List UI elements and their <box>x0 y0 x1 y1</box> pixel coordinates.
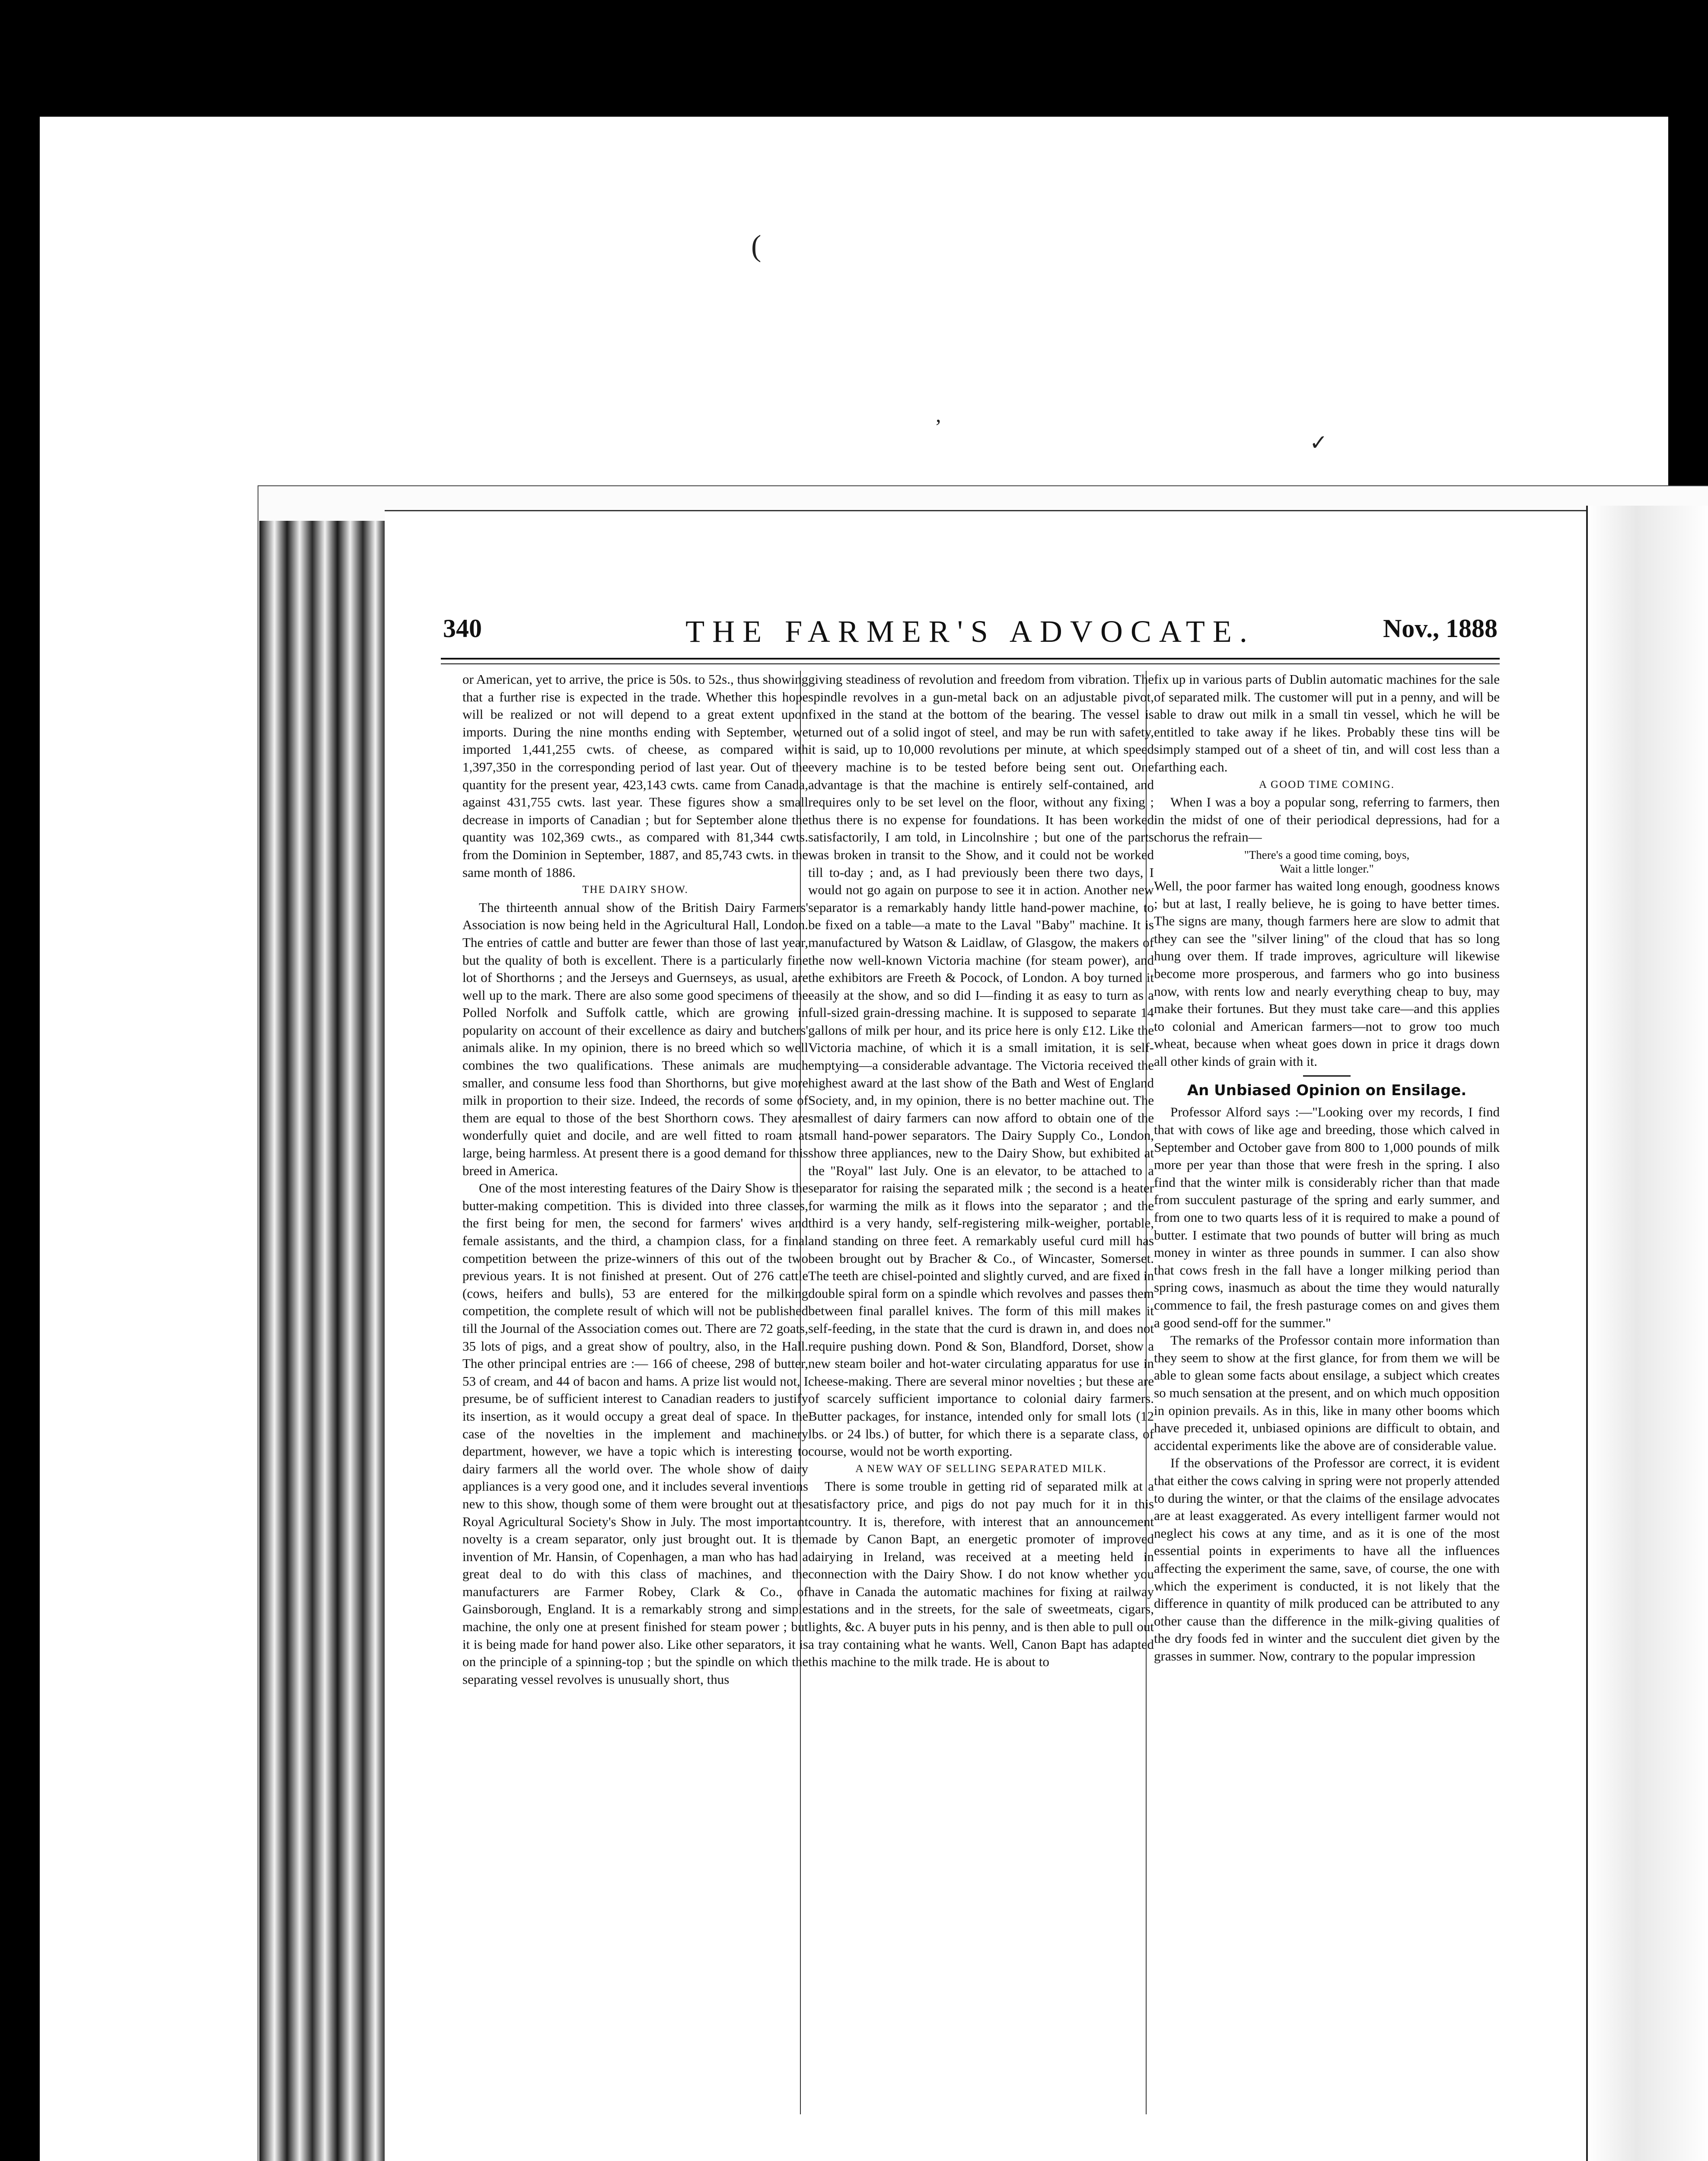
column-2 <box>808 671 1154 1671</box>
subheading-dairy-show: THE DAIRY SHOW. <box>582 884 688 896</box>
column-3 <box>1154 671 1500 1665</box>
scan-frame-left <box>0 0 40 2161</box>
verse-line: "There's a good time coming, boys, <box>1244 848 1410 861</box>
subheading-separated-milk: A NEW WAY OF SELLING SEPARATED MILK. <box>855 1463 1107 1475</box>
paragraph: The thirteenth annual show of the British Dairy Farmers' Association is now being held in the Agricultural Hall, London. The entries of cattle and butter are fewer than those of last year, but the quality of both is excellent. There is a particularly fine lot of Shorthorns ; and the Jerseys and Guernseys, as usual, are well up to the mark. There are also some good specimens of the Polled Norfolk and Suffolk cattle, which are growing in popularity on account of their excellence as dairy and butchers' animals alike. In my opinion, there is no breed which so well combines the two qualifications. These animals are much smaller, and consume less food than Shorthorns, but give more milk in proportion to their size. Indeed, the records of some of them are equal to those of the best Shorthorn cows. They are wonderfully quiet and docile, and are well fitted to roam at large, being harmless. At present there is a good demand for this breed in America. <box>462 899 808 1178</box>
scan-speck: , <box>936 402 941 427</box>
column-1 <box>462 671 808 1688</box>
paragraph: Well, the poor farmer has waited long enough, goodness knows ; but at last, I really believe, he is going to have better times. The signs are many, though farmers here are slow to admit that they can see the "silver lining" of the cloud that has so long hung over them. If trade improves, agriculture will likewise become more prosperous, and farmers who go into business now, with rents low and nearly everything cheap to buy, may make their fortunes. But they must take care—and this applies to colonial and American farmers—not to grow too much wheat, because when wheat goes down in price it drags down all other kinds of grain with it. <box>1154 878 1500 1069</box>
paragraph: Professor Alford says :—"Looking over my records, I find that with cows of like age and breeding, those which calved in September and October gave from 800 to 1,000 pounds of milk more per year than those that were fresh in the spring. I also find that the winter milk is considerably richer than that made from succulent pasturage of the spring and early summer, and from one to two quarts less of it is required to make a pound of butter. I estimate that two pounds of butter will bring as much money in winter as three pounds in summer. I can also show that cows fresh in the fall have a longer milking period than spring cows, inasmuch as about the time they would naturally commence to fail, the fresh pasturage comes on and gives them a good send-off for the summer." <box>1154 1104 1500 1330</box>
header-rule <box>441 658 1500 664</box>
paragraph: When I was a boy a popular song, referring to farmers, then in the midst of one of their periodical depressions, had for a chorus the refrain— <box>1154 794 1500 845</box>
paragraph: One of the most interesting features of the Dairy Show is the butter-making competition. This is divided into three classes, the first being for men, the second for farmers' wives and female assistants, and the third, a champion class, for a final competition between the prize-winners of this out of the two previous years. It is not finished at present. Out of 276 cattle (cows, heifers and bulls), 53 are entered for the milking competition, the complete result of which will not be published till the Journal of the Association comes out. There are 72 goats, 35 lots of pigs, and a great show of poultry, also, in the Hall. The other principal entries are :— 166 of cheese, 298 of butter, 53 of cream, and 44 of bacon and hams. A prize list would not, I presume, be of sufficient interest to Canadian readers to justify its insertion, as it would occupy a great deal of space. In the case of the novelties in the implement and machinery department, however, we have a topic which is interesting to dairy farmers all the world over. The whole show of dairy appliances is a very good one, and it includes several inventions new to this show, though some of them were brought out at the Royal Agricultural Society's Show in July. The most important novelty is a cream separator, only just brought out. It is the invention of Mr. Hansin, of Copenhagen, a man who has had a great deal to do with this class of machines, and the manufacturers are Farmer Robey, Clark & Co., of Gainsborough, England. It is a remarkably strong and simple machine, the only one at present finished for steam power ; but it is being made for hand power also. Like other separators, it is on the principle of a spinning-top ; but the spindle on which the separating vessel revolves is unusually short, thus <box>462 1180 808 1687</box>
scan-frame-top <box>0 0 1708 117</box>
book-binding-edges <box>259 521 386 2161</box>
masthead-title: THE FARMER'S ADVOCATE. <box>685 614 1255 649</box>
scan-speck: ( <box>751 229 762 263</box>
verse-line: Wait a little longer." <box>1280 862 1374 875</box>
paragraph: fix up in various parts of Dublin automatic machines for the sale of separated milk. The customer will put in a penny, and will be able to draw out milk in a small tin vessel, which he will be entitled to take away if he likes. Probably these tins will be simply stamped out of a sheet of tin, and will cost less than a farthing each. <box>1154 672 1500 775</box>
paragraph: If the observations of the Professor are correct, it is evident that either the cows calving in spring were not properly attended to during the winter, or that the claims of the ensilage advocates are at least exaggerated. As every intelligent farmer would not neglect his cows at any time, and as it is one of the most essential points in experiments to have all the influences affecting the experiment the same, save, of course, the one with which the experiment is conducted, it is not likely that the difference in quantity of milk produced can be attributed to any other cause than the difference in the milk-giving qualities of the dry foods fed in winter and the succulent diet given by the grasses in summer. Now, contrary to the popular impression <box>1154 1455 1500 1664</box>
section-divider <box>1303 1075 1351 1077</box>
scan-speck: ✓ <box>1310 430 1328 455</box>
page-number: 340 <box>443 614 482 643</box>
article-heading-ensilage: An Unbiased Opinion on Ensilage. <box>1187 1082 1467 1100</box>
paragraph: or American, yet to arrive, the price is 50s. to 52s., thus showing that a further rise is expected in the trade. Whether this hope will be realized or not will depend to a great extent upon imports. During the nine months ending with September, we imported 1,441,255 cwts. of cheese, as compared with 1,397,350 in the corresponding period of last year. Out of the quantity for the present year, 423,143 cwts. came from Canada, against 431,755 cwts. last year. These figures show a small decrease in imports of Canadian ; but for September alone the quantity was 102,369 cwts., as compared with 81,344 cwts. from the Dominion in September, 1887, and 85,743 cwts. in the same month of 1886. <box>462 672 808 880</box>
paragraph: The remarks of the Professor contain more information than they seem to show at the first glance, for from them we will be able to glean some facts about ensilage, a subject which creates so much sensation at the present, and on which much opposition in opinion prevails. As in this, like in many other booms which have preceded it, unbiased opinions are difficult to obtain, and accidental experiments like the above are of considerable value. <box>1154 1332 1500 1453</box>
issue-date: Nov., 1888 <box>1383 614 1498 643</box>
paragraph: There is some trouble in getting rid of separated milk at a satisfactory price, and pigs do not pay much for it in this country. It is, therefore, with interest that an announcement made by Canon Bapt, an energetic promoter of improved dairying in Ireland, was received at a meeting held in connection with the Dairy Show. I do not know whether you have in Canada the automatic machines for fixing at railway stations and in the streets, for the sale of sweetmeats, cigars, lights, &c. A buyer puts in his penny, and is then able to pull out a tray containing what he wants. Well, Canon Bapt has adapted this machine to the milk trade. He is about to <box>808 1479 1154 1670</box>
next-page-edge <box>1586 506 1708 2161</box>
song-verse <box>1154 846 1500 877</box>
page-header <box>443 614 1498 661</box>
paragraph: giving steadiness of revolution and freedom from vibration. The spindle revolves in a gun-metal back on an adjustable pivot, fixed in the stand at the bottom of the bearing. The vessel is turned out of a solid ingot of steel, and may be run with safety, it is said, up to 10,000 revolutions per minute, at which speed every machine is to be tested before being sent out. One advantage is that the machine is entirely self-contained, and requires only to be set level on the floor, without any fixing ; thus there is no expense for foundations. It has been worked satisfactorily, I am told, in Lincolnshire ; but one of the parts was broken in transit to the Show, and it could not be worked till to-day ; and, as I had previously been there two days, I would not go again on purpose to see it in action. Another new separator is a remarkably handy little hand-power machine, to be fixed on a table—a mate to the Laval "Baby" machine. It is manufactured by Watson & Laidlaw, of Glasgow, the makers of the now well-known Victoria machine (for steam power), and the exhibitors are Freeth & Pocock, of London. A boy turned it easily at the show, and so did I—finding it as easy to turn as a full-sized grain-dressing machine. It is supposed to separate 14 gallons of milk per hour, and its price here is only £12. Like the Victoria machine, of which it is a small imitation, it is self-emptying—a considerable advantage. The Victoria received the highest award at the last show of the Bath and West of England Society, and, in my opinion, there is no better machine out. The smallest of dairy farmers can now afford to obtain one of the small hand-power separators. The Dairy Supply Co., London, show three appliances, new to the Dairy Show, but exhibited at the "Royal" last July. One is an elevator, to be attached to a separator for raising the separated milk ; the second is a heater for warming the milk as it flows into the separator ; and the third is a very handy, self-registering milk-weigher, portable, and standing on three feet. A remarkably useful curd mill has been brought out by Bracher & Co., of Wincaster, Somerset. The teeth are chisel-pointed and slightly curved, and are fixed in double spiral form on a spindle which revolves and passes them between final parallel knives. The form of this mill makes it self-feeding, in the state that the curd is drawn in, and does not require pushing down. Pond & Son, Blandford, Dorset, show a new steam boiler and hot-water circulating apparatus for use in cheese-making. There are several minor novelties ; but these are of scarcely sufficient importance to colonial dairy farmers. Butter packages, for instance, intended only for small lots (12 lbs. or 24 lbs.) of butter, for which there is a separate class, of course, would not be worth exporting. <box>808 672 1154 1459</box>
subheading-good-time: A GOOD TIME COMING. <box>1259 778 1395 790</box>
